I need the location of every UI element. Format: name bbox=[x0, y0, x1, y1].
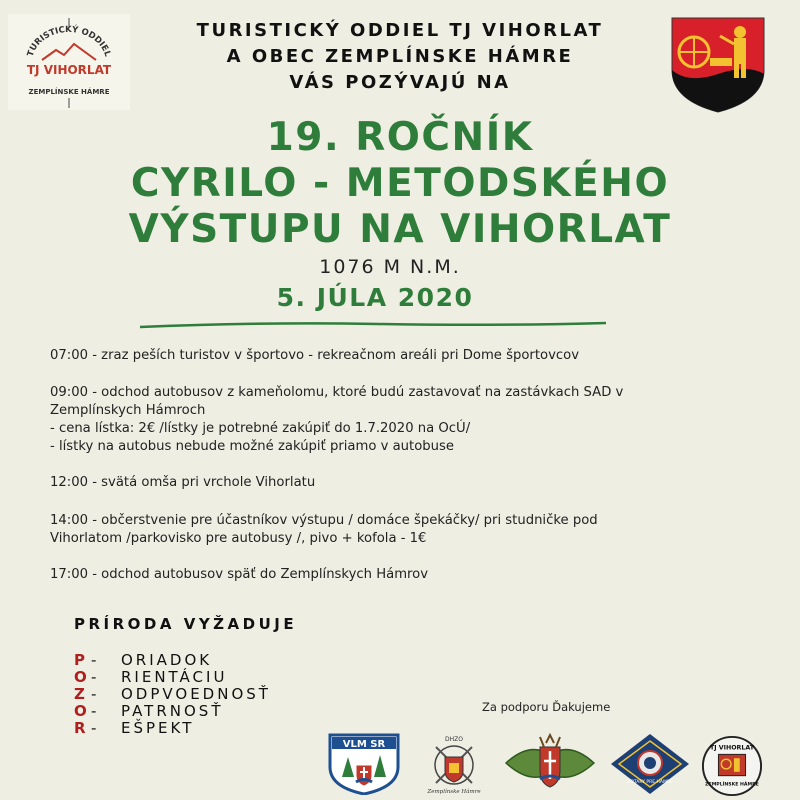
nature-item: O- RIENTÁCIU bbox=[74, 668, 228, 686]
svg-text:VLM SR: VLM SR bbox=[342, 739, 386, 750]
event-title-line-2: CYRILO - METODSKÉHO bbox=[130, 161, 670, 206]
svg-text:TJ VIHORLAT: TJ VIHORLAT bbox=[709, 744, 755, 752]
program-text: - cena lístka: 2€ /lístky je potrebné zakúpiť do 1.7.2020 na OcÚ/ bbox=[50, 421, 471, 436]
altitude: 1076 M N.M. bbox=[319, 256, 461, 278]
program-item bbox=[50, 474, 770, 492]
rotary-logo bbox=[610, 733, 690, 795]
svg-text:DHZO: DHZO bbox=[445, 736, 463, 743]
invitation-line: VÁS POZÝVAJÚ NA bbox=[289, 72, 511, 93]
acrostic-letter: O bbox=[74, 702, 90, 720]
organizer-line-1: TURISTICKÝ ODDIEL TJ VIHORLAT bbox=[196, 20, 604, 41]
svg-text:TURISTICKÝ ODDIEL: TURISTICKÝ ODDIEL bbox=[25, 24, 113, 58]
nature-word: ORIADOK bbox=[121, 651, 213, 669]
support-text: Za podporu Ďakujeme bbox=[482, 700, 611, 714]
svg-text:ZEMPLÍNSKE HÁMRE: ZEMPLÍNSKE HÁMRE bbox=[28, 88, 110, 96]
program-item bbox=[50, 384, 770, 456]
program-text: Zemplínskych Hámroch bbox=[50, 403, 206, 418]
program-text: - odchod autobusov z kameňolomu, ktoré budú zastavovať na zastávkach SAD v bbox=[92, 385, 624, 400]
program-text: - občerstvenie pre účastníkov výstupu / domáce špekáčky/ pri studničke pod bbox=[92, 513, 598, 528]
vlm-sr-logo bbox=[328, 733, 400, 795]
nature-word: ODPVOEDNOSŤ bbox=[121, 685, 271, 703]
acrostic-letter: R bbox=[74, 719, 89, 737]
program-text: - svätá omša pri vrchole Vihorlatu bbox=[92, 475, 316, 490]
program-text: - zraz peších turistov v športovo - rekreačnom areáli pri Dome športovcov bbox=[92, 348, 580, 363]
organizer-line-2: A OBEC ZEMPLÍNSKE HÁMRE bbox=[226, 46, 574, 67]
tj-vihorlat-logo bbox=[8, 14, 130, 110]
nature-item: R - EŠPEKT bbox=[74, 719, 195, 737]
nature-title: PRÍRODA VYŽADUJE bbox=[74, 615, 298, 633]
dhzo-firefighters-logo bbox=[418, 733, 490, 795]
svg-text:TJ VIHORLAT: TJ VIHORLAT bbox=[26, 63, 112, 77]
hunting-association-logo bbox=[500, 733, 600, 795]
tj-vihorlat-round-logo bbox=[700, 735, 764, 797]
program-time: 12:00 bbox=[50, 475, 89, 490]
program-item bbox=[50, 512, 770, 548]
program-time: 14:00 bbox=[50, 513, 89, 528]
program-item bbox=[50, 566, 770, 584]
svg-text:ZEMPLÍNSKE HÁMRE: ZEMPLÍNSKE HÁMRE bbox=[705, 782, 759, 788]
program-text: - lístky na autobus nebude možné zakúpiť priamo v autobuse bbox=[50, 439, 454, 454]
svg-text:Zemplínske Hámre: Zemplínske Hámre bbox=[427, 789, 481, 795]
acrostic-letter: Z bbox=[74, 685, 88, 703]
program-time: 09:00 bbox=[50, 385, 89, 400]
program-time: 17:00 bbox=[50, 567, 89, 582]
acrostic-letter: P bbox=[74, 651, 88, 669]
svg-text:ROTARY PRE HÁMRE: ROTARY PRE HÁMRE bbox=[627, 780, 673, 785]
nature-item: O- PATRNOSŤ bbox=[74, 702, 224, 720]
program-time: 07:00 bbox=[50, 348, 89, 363]
program-text: - odchod autobusov späť do Zemplínskych Hámrov bbox=[92, 567, 429, 582]
divider bbox=[138, 318, 608, 332]
acrostic-letter: O bbox=[74, 668, 90, 686]
event-title-line-3: VÝSTUPU NA VIHORLAT bbox=[128, 207, 672, 252]
nature-word: RIENTÁCIU bbox=[121, 668, 228, 686]
nature-item: P - ORIADOK bbox=[74, 651, 213, 669]
nature-item: Z - ODPVOEDNOSŤ bbox=[74, 685, 271, 703]
nature-word: EŠPEKT bbox=[121, 719, 195, 737]
nature-word: PATRNOSŤ bbox=[121, 702, 224, 720]
program-text: Vihorlatom /parkovisko pre autobusy /, pivo + kofola - 1€ bbox=[50, 531, 427, 546]
coat-of-arms-icon bbox=[668, 14, 768, 114]
program-item bbox=[50, 347, 770, 365]
event-date: 5. JÚLA 2020 bbox=[276, 283, 474, 312]
event-title-line-1: 19. ROČNÍK bbox=[266, 115, 534, 160]
